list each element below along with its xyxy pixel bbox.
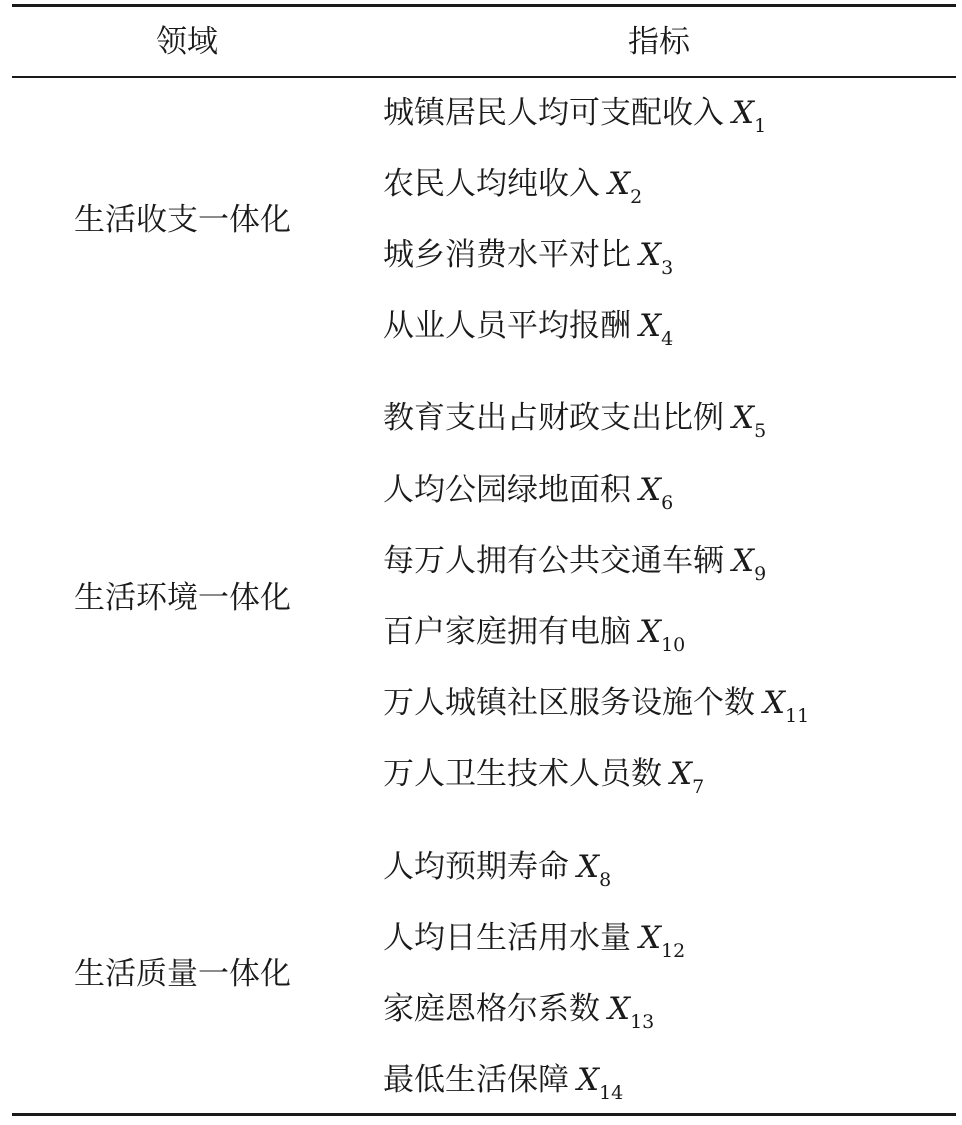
indicator-text: 万人卫生技术人员数 [383, 756, 662, 792]
table-top-rule [12, 4, 956, 7]
table-bottom-rule [12, 1113, 956, 1116]
indicator-variable: $X_6$ [639, 472, 674, 514]
indicator-variable: $X_{11}$ [763, 685, 810, 727]
indicator-row [383, 398, 767, 442]
domain-cell: 生活环境一体化 [74, 580, 291, 616]
domain-cell: 生活质量一体化 [74, 956, 291, 992]
column-header-indicator: 指标 [628, 24, 690, 60]
indicator-row [383, 1060, 624, 1104]
indicator-row [383, 612, 686, 656]
indicator-variable: $X_3$ [639, 237, 674, 279]
indicator-variable: $X_4$ [639, 308, 674, 350]
indicator-variable: $X_{13}$ [608, 991, 655, 1033]
indicator-variable: $X_9$ [732, 543, 767, 585]
indicator-text: 人均预期寿命 [383, 849, 569, 885]
indicator-row [383, 541, 767, 585]
indicator-text: 农民人均纯收入 [383, 166, 600, 202]
indicator-row [383, 989, 655, 1033]
indicator-variable: $X_8$ [577, 849, 612, 891]
indicator-text: 教育支出占财政支出比例 [383, 400, 724, 436]
indicator-variable: $X_{10}$ [639, 614, 686, 656]
indicator-text: 从业人员平均报酬 [383, 308, 631, 344]
indicator-text: 万人城镇社区服务设施个数 [383, 685, 755, 721]
indicator-text: 人均日生活用水量 [383, 920, 631, 956]
indicator-variable: $X_{14}$ [577, 1062, 624, 1104]
indicator-row [383, 164, 643, 208]
indicator-text: 最低生活保障 [383, 1062, 569, 1098]
indicator-text: 城镇居民人均可支配收入 [383, 95, 724, 131]
indicator-row [383, 754, 705, 798]
indicator-text: 每万人拥有公共交通车辆 [383, 543, 724, 579]
indicator-variable: $X_1$ [732, 95, 767, 137]
indicator-text: 城乡消费水平对比 [383, 237, 631, 273]
indicator-row [383, 93, 767, 137]
indicator-variable: $X_5$ [732, 400, 767, 442]
indicator-variable: $X_7$ [670, 756, 705, 798]
domain-cell: 生活收支一体化 [74, 202, 291, 238]
indicator-row [383, 918, 686, 962]
indicator-text: 家庭恩格尔系数 [383, 991, 600, 1027]
indicator-row [383, 847, 612, 891]
indicator-text: 百户家庭拥有电脑 [383, 614, 631, 650]
indicator-row [383, 470, 674, 514]
indicator-variable: $X_{12}$ [639, 920, 686, 962]
indicator-row [383, 306, 674, 350]
column-header-domain: 领域 [156, 24, 218, 60]
indicator-text: 人均公园绿地面积 [383, 472, 631, 508]
table-header-rule [12, 76, 956, 78]
indicator-row [383, 683, 810, 727]
indicator-variable: $X_2$ [608, 166, 643, 208]
indicator-row [383, 235, 674, 279]
